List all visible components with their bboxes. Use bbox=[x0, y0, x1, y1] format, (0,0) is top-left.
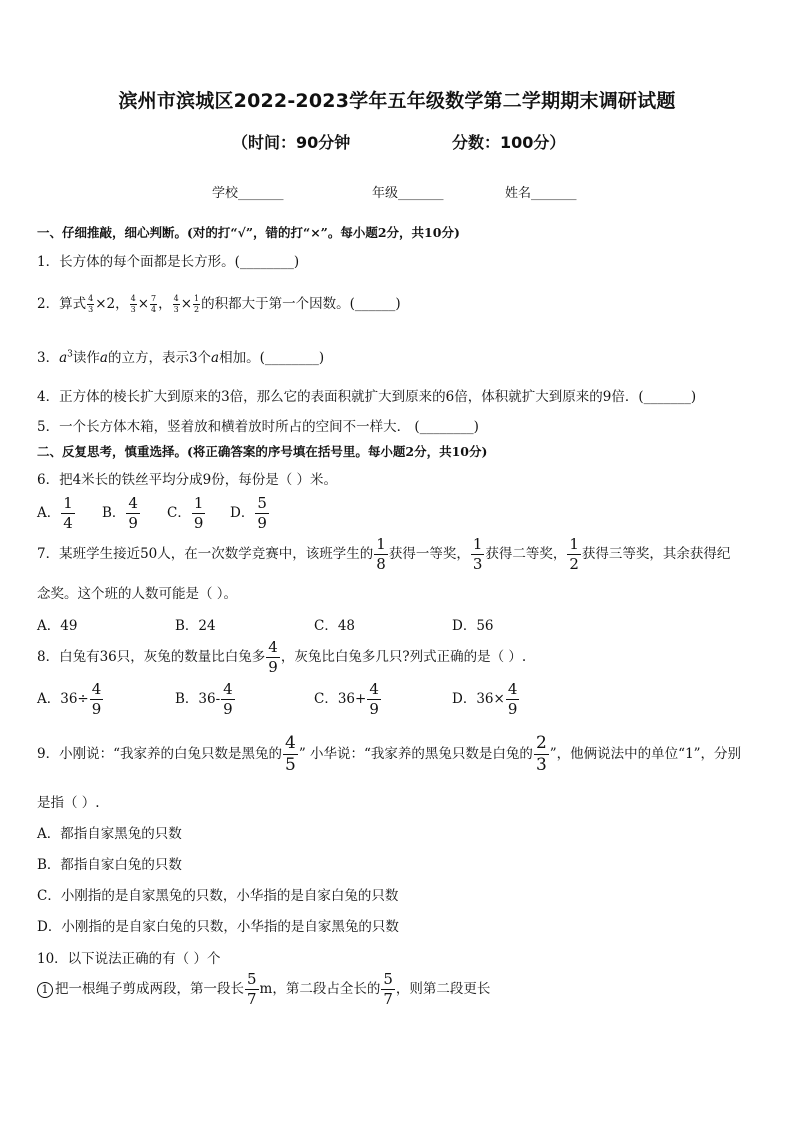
circled-number-1: 1 bbox=[37, 982, 53, 998]
q8-option-b: B．36- $\frac{4}{9}$ bbox=[175, 680, 233, 718]
section-2-heading: 二、反复思考，慎重选择。(将正确答案的序号填在括号里。每小题2分，共10分) bbox=[37, 444, 488, 459]
school-field: 学校_______ bbox=[212, 186, 284, 201]
q2-fraction: $\frac{4}{3}$ bbox=[130, 294, 136, 314]
q2-fraction: $\frac{4}{3}$ bbox=[88, 294, 94, 314]
q7-fraction: $\frac{1}{3}$ bbox=[472, 535, 483, 573]
q7-option-c: C．48 bbox=[314, 618, 356, 634]
question-2: 2．算式 $\frac{4}{3}$ ×2， $\frac{4}{3}$ × $\frac{7}{4}$ ， $\frac{4}{3}$ × $\frac{1}{2}$ 的积都大于第一个因数。(______) bbox=[37, 294, 401, 314]
question-10: 10．以下说法正确的有（ ）个 bbox=[37, 951, 221, 967]
question-9: 9．小刚说：“我家养的白兔只数是黑兔的 $\frac{4}{5}$ ” 小华说：“我家养的黑兔只数是白兔的 $\frac{2}{3}$ ”，他俩说法中的单位“1”，分别 bbox=[37, 733, 742, 775]
q8-option-a: A．36÷ $\frac{4}{9}$ bbox=[37, 680, 102, 718]
question-3: 3．$a^3$读作a的立方，表示3个a相加。(________) bbox=[37, 349, 325, 366]
q9-option-a: A．都指自家黑兔的只数 bbox=[37, 826, 182, 842]
section-1-heading: 一、仔细推敲，细心判断。(对的打“√”，错的打“×”。每小题2分，共10分) bbox=[37, 225, 460, 240]
q6-option-a: A． $\frac{1}{4}$ bbox=[37, 494, 73, 532]
q7-fraction: $\frac{1}{2}$ bbox=[569, 535, 579, 573]
q8-fraction: $\frac{4}{9}$ bbox=[268, 638, 278, 676]
q7-option-d: D．56 bbox=[452, 618, 494, 634]
q9-option-c: C．小刚指的是自家黑兔的只数，小华指的是自家白兔的只数 bbox=[37, 888, 399, 904]
question-8: 8．白兔有36只，灰兔的数量比白兔多 $\frac{4}{9}$ ，灰兔比白兔多几只?列式正确的是（ ）. bbox=[37, 638, 527, 676]
q9-fraction: $\frac{4}{5}$ bbox=[285, 733, 296, 775]
question-1: 1．长方体的每个面都是长方形。(________) bbox=[37, 254, 300, 270]
exam-time: （时间：90分钟 bbox=[232, 133, 351, 152]
exam-score: 分数：100分） bbox=[452, 133, 566, 152]
q8-option-d: D．36× $\frac{4}{9}$ bbox=[452, 680, 518, 718]
q9-option-b: B．都指自家白兔的只数 bbox=[37, 857, 182, 873]
question-7: 7．某班学生接近50人，在一次数学竞赛中，该班学生的 $\frac{1}{8}$ 获得一等奖， $\frac{1}{3}$ 获得二等奖， $\frac{1}{2}$ 获得三等奖，其余获得纪 bbox=[37, 535, 731, 573]
q8-option-c: C．36+ $\frac{4}{9}$ bbox=[314, 680, 379, 718]
q3-exponent: 3 bbox=[67, 349, 73, 360]
page-title: 滨州市滨城区2022-2023学年五年级数学第二学期期末调研试题 bbox=[118, 90, 676, 112]
q6-option-b: B． $\frac{4}{9}$ bbox=[102, 494, 138, 532]
q6-option-d: D． $\frac{5}{9}$ bbox=[230, 494, 267, 532]
q9-option-d: D．小刚指的是自家白兔的只数，小华指的是自家黑兔的只数 bbox=[37, 919, 399, 935]
q7-option-b: B．24 bbox=[175, 618, 216, 634]
q7-fraction: $\frac{1}{8}$ bbox=[376, 535, 386, 573]
question-6: 6．把4米长的铁丝平均分成9份，每份是（ ）米。 bbox=[37, 472, 338, 488]
question-4: 4．正方体的棱长扩大到原来的3倍，那么它的表面积就扩大到原来的6倍，体积就扩大到原来的9倍．(_______) bbox=[37, 389, 697, 405]
q7-option-a: A．49 bbox=[37, 618, 78, 634]
q2-fraction: $\frac{4}{3}$ bbox=[173, 294, 179, 314]
question-10-statement-1: 1 把一根绳子剪成两段，第一段长 $\frac{5}{7}$ m，第二段占全长的 $\frac{5}{7}$ ，则第二段更长 bbox=[37, 972, 490, 1007]
question-9-line-2: 是指（ ）. bbox=[37, 795, 100, 811]
q2-text: 2．算式 bbox=[37, 296, 87, 312]
question-5: 5．一个长方体木箱，竖着放和横着放时所占的空间不一样大． (________) bbox=[37, 419, 479, 435]
q2-fraction: $\frac{1}{2}$ bbox=[194, 294, 200, 314]
question-7-line-2: 念奖。这个班的人数可能是（ ）。 bbox=[37, 586, 238, 602]
q9-fraction: $\frac{2}{3}$ bbox=[535, 733, 547, 775]
q3-variable: a bbox=[59, 350, 68, 366]
q2-fraction: $\frac{7}{4}$ bbox=[151, 294, 157, 314]
q10-fraction: $\frac{5}{7}$ bbox=[247, 970, 257, 1008]
grade-field: 年级_______ bbox=[372, 186, 444, 201]
name-field: 姓名_______ bbox=[505, 186, 577, 201]
q10-fraction: $\frac{5}{7}$ bbox=[383, 970, 393, 1008]
q6-option-c: C． $\frac{1}{9}$ bbox=[167, 494, 204, 532]
